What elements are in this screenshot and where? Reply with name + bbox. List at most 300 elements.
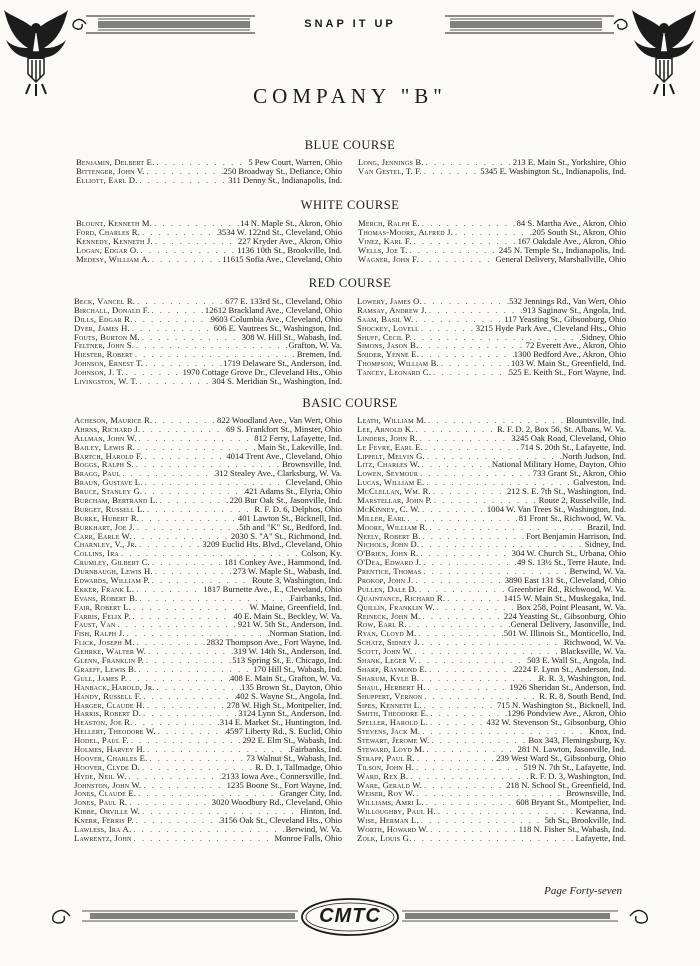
member-address: 513 Spring St., E. Chicago, Ind. — [232, 655, 342, 666]
member-address: 4014 Trent Ave., Cleveland, Ohio — [226, 450, 342, 461]
member-name: McKinney, C. W. — [357, 503, 421, 514]
member-name: Beck, Vancel R. — [74, 296, 136, 306]
leader-dots — [158, 496, 230, 505]
member-address: 3124 Lynn St., Anderson, Ind. — [238, 708, 342, 719]
member-address: 281 N. Lawton, Jasonville, Ind. — [517, 743, 626, 754]
member-name: Zolk, Louis G. — [357, 832, 412, 843]
leader-dots — [139, 514, 238, 523]
member-address: 822 Woodland Ave., Van Wert, Ohio — [217, 415, 342, 425]
member-address: 73 Walnut St., Wabash, Ind. — [246, 752, 342, 763]
roster-entry — [357, 834, 626, 843]
leader-dots — [421, 532, 526, 541]
member-name: Van Gestel, T. F. — [358, 165, 422, 176]
member-address: 421 Adams St., Elyria, Ohio — [244, 486, 342, 497]
member-name: Evans, Robert B. — [74, 592, 138, 603]
member-name: Merch, Ralph E. — [358, 218, 420, 228]
member-address: 913 Saginaw St., Angola, Ind. — [522, 304, 626, 315]
member-address: R. F. D. 2, Box 56, St. Albans, W. Va. — [496, 423, 626, 434]
member-address: 250 Broadway St., Defiance, Ohio — [223, 165, 342, 176]
member-name: Hodel, Paul F. — [74, 735, 129, 746]
leader-dots — [415, 754, 496, 763]
member-name: Handy, Russell F. — [74, 690, 142, 701]
member-address: Box 258, Point Pleasant, W. Va. — [516, 601, 626, 612]
member-name: Wagner, John F. — [358, 253, 419, 264]
leader-dots — [155, 683, 242, 692]
member-name: Ford, Charles R. — [76, 226, 141, 237]
member-name: Snider, Yenne E. — [357, 349, 420, 360]
section-title-basic: BASIC COURSE — [302, 396, 398, 410]
leader-dots — [427, 665, 514, 674]
member-address: 3245 Oak Road, Cleveland, Ohio — [511, 432, 626, 443]
member-name: Sharum, Kyle B. — [357, 672, 420, 683]
member-address: R. R. 3, Washington, Ind. — [538, 672, 626, 683]
member-address: Sidney, Ind. — [584, 539, 626, 550]
member-address: 69 S. Frankfort St., Minster, Ohio — [226, 423, 342, 434]
member-address: 1415 W. Main St., Muskegaka, Ind. — [503, 592, 626, 603]
member-name: Medesy, William A. — [76, 253, 150, 264]
member-address: 245 N. Temple St., Indianapolis, Ind. — [498, 244, 626, 255]
member-address: 81 Front St., Richwood, W. Va. — [518, 512, 626, 523]
member-name: Wise, Herman L. — [357, 815, 419, 826]
leader-dots — [420, 638, 564, 647]
member-name: Shaul, Herbert H. — [357, 681, 426, 692]
member-name: Ekker, Frank L. — [74, 583, 135, 594]
member-name: Bittenger, John V. — [76, 165, 145, 176]
member-address: Kewanna, Ind. — [575, 806, 626, 817]
leader-dots — [131, 825, 285, 834]
member-name: Johnston, John W. — [74, 779, 142, 790]
member-address: 1926 Sheridan St., Anderson, Ind. — [509, 681, 626, 692]
member-name: Burke, Hubert R. — [74, 512, 140, 523]
member-address: Fort Benjamin Harrison, Ind. — [525, 530, 626, 541]
member-name: Moore, William R. — [357, 521, 428, 532]
leader-dots — [417, 656, 528, 665]
member-address: Route 3, Washington, Ind. — [252, 575, 342, 586]
member-name: Holmes, Harvey H. — [74, 743, 146, 754]
member-address: 311 Denny St., Indianapolis, Ind. — [228, 174, 342, 185]
member-name: Johnson, Ernest T. — [74, 358, 144, 369]
member-name: Bragg, Paul — [74, 468, 121, 479]
member-address: Greenbrier Rd., Richwood, W. Va. — [508, 583, 626, 594]
member-address: 3215 Hyde Park Ave., Cleveland Hts., Ohio — [475, 322, 626, 333]
leader-dots — [134, 585, 203, 594]
roster-blue-right — [358, 158, 626, 176]
leader-dots — [421, 558, 517, 567]
leader-dots — [418, 469, 533, 478]
leader-dots — [420, 460, 492, 469]
leader-dots — [141, 692, 236, 701]
member-name: Stevens, Jack M. — [357, 726, 421, 737]
member-name: Lowery, James O. — [357, 296, 422, 306]
leader-dots — [422, 781, 506, 790]
leader-dots — [135, 523, 239, 532]
roster-red-right — [357, 297, 626, 377]
leader-dots — [150, 558, 224, 567]
member-address: 3156 Oak St., Cleveland Hts., Ohio — [220, 815, 342, 826]
member-address: 181 Conkey Ave., Hammond, Ind. — [224, 557, 342, 568]
leader-dots — [137, 540, 202, 549]
member-name: Quillin, Franklin W. — [357, 601, 435, 612]
member-name: Fair, Robert L. — [74, 601, 131, 612]
leader-dots — [422, 297, 509, 306]
member-address: 135 Brown St., Dayton, Ohio — [241, 681, 342, 692]
leader-dots — [138, 377, 212, 386]
member-address: 292 E. Elm St., Wabash, Ind. — [242, 735, 342, 746]
roster-basic-left — [74, 416, 342, 843]
member-name: Ahrns, Richard J. — [74, 423, 141, 434]
leader-dots — [140, 425, 226, 434]
member-address: R. D. 1, Tallmadge, Ohio — [255, 761, 342, 772]
member-name: Fouts, Burton M. — [74, 331, 140, 342]
member-address: 9603 Columbia Ave., Cleveland, Ohio — [210, 313, 342, 324]
member-address: 12612 Brackland Ave., Cleveland, Ohio — [204, 304, 342, 315]
member-address: 40 E. Main St., Beckley, W. Va. — [233, 610, 342, 621]
leader-dots — [145, 701, 227, 710]
member-address: Berwind, W. Va. — [569, 566, 626, 577]
member-name: Williams, Amri L. — [357, 797, 424, 808]
leader-dots — [422, 701, 497, 710]
member-address: 921 W. 5th St., Anderson, Ind. — [237, 619, 342, 630]
cmtc-logo: CMTC — [319, 905, 381, 927]
member-name: Fish, Ralph J. — [74, 628, 125, 639]
member-name: Shuppert, Vernon — [357, 690, 423, 701]
member-name: Simons, Jason B. — [357, 340, 419, 351]
member-address: 606 E. Vautrees St., Washington, Ind. — [213, 322, 342, 333]
member-name: Hoover, Charles E. — [74, 752, 148, 763]
member-name: Shuff, Cecil P. — [357, 331, 412, 342]
leader-dots — [144, 656, 232, 665]
member-address: 3020 Woodbury Rd., Cleveland, Ohio — [211, 797, 342, 808]
member-name: Acheson, Maurice R. — [74, 415, 153, 425]
member-address: 519 N. 7th St., Lafayette, Ind. — [523, 761, 626, 772]
member-address: 1235 Boone St., Fort Wayne, Ind. — [226, 779, 342, 790]
roster-white-right — [358, 219, 626, 263]
leader-dots — [132, 315, 210, 324]
member-address: 118 N. Fisher St., Wabash, Ind. — [518, 823, 626, 834]
member-name: Harris, Robert D. — [74, 708, 142, 719]
leader-dots — [428, 718, 486, 727]
member-address: 218 N. School St., Greenfield, Ind. — [506, 779, 626, 790]
member-address: 227 Kryder Ave., Akron, Ohio — [237, 235, 342, 246]
member-address: Monroe Falls, Ohio — [274, 832, 342, 843]
member-address: 501 W. Illinois St., Monticello, Ind. — [503, 628, 626, 639]
member-address: Bremen, Ind. — [296, 349, 342, 360]
member-name: Le Fevre, Earl E. — [357, 441, 423, 452]
member-address: R. F. D. 6, Delphos, Ohio — [254, 503, 342, 514]
member-name: Willoughby, Paul H. — [357, 806, 436, 817]
member-address: Grafton, W. Va. — [288, 340, 342, 351]
member-address: 1004 W. Van Trees St., Washington, Ind. — [486, 503, 626, 514]
leader-dots — [153, 567, 233, 576]
roster-entry — [74, 377, 342, 386]
member-name: Faust, Van — [74, 619, 116, 630]
member-address: Richwood, W. Va. — [563, 637, 626, 648]
member-name: Neely, Robert B. — [357, 530, 421, 541]
leader-dots — [143, 452, 227, 461]
member-name: Harger, Claude H. — [74, 699, 145, 710]
member-name: Feltner, John S. — [74, 340, 135, 351]
member-name: Prentice, Thomas — [357, 566, 422, 577]
member-address: General Delivery, Jasonville, Ind. — [510, 619, 626, 630]
member-address: 239 West Ward St., Gibsonburg, Ohio — [496, 752, 626, 763]
member-address: R. R. 8, South Bend, Ind. — [539, 690, 626, 701]
member-name: Lawless, Ira A. — [74, 823, 132, 834]
leader-dots — [152, 416, 217, 425]
member-address: 432 W. Stevenson St., Gibsonburg, Ohio — [486, 717, 626, 728]
member-name: Graeff, Lewis B. — [74, 663, 137, 674]
leader-dots — [439, 359, 511, 368]
member-name: Litz, Charles W. — [357, 459, 420, 470]
member-name: Strapp, Paul R. — [357, 752, 415, 763]
leader-dots — [418, 341, 525, 350]
member-address: 2133 Iowa Ave., Connersville, Ind. — [221, 770, 342, 781]
member-address: 2030 S. "A" St., Richmond, Ind. — [230, 530, 342, 541]
member-name: Hoover, Clyde D. — [74, 761, 140, 772]
member-address: 408 E. Main St., Grafton, W. Va. — [229, 672, 342, 683]
member-address: 3890 East 131 St., Cleveland, Ohio — [504, 575, 626, 586]
member-name: Speller, Harold L. — [357, 717, 429, 728]
member-name: Reineck, John M. — [357, 610, 421, 621]
leader-dots — [141, 781, 226, 790]
member-name: Hanback, Harold, Jr. — [74, 681, 155, 692]
member-address: 608 Bryant St., Montpelier, Ind. — [516, 797, 626, 808]
member-name: Crumley, Gilbert C. — [74, 557, 151, 568]
leader-dots — [132, 834, 275, 843]
roster-entry — [76, 255, 342, 264]
member-address: 5345 E. Washington St., Indianapolis, Ind. — [480, 165, 626, 176]
member-name: Elliott, Earl D. — [76, 174, 138, 185]
leader-dots — [413, 576, 504, 585]
leader-dots — [414, 763, 523, 772]
member-name: Flick, Joseph M. — [74, 637, 135, 648]
member-name: O'Brien, John R. — [357, 548, 419, 559]
leader-dots — [130, 324, 214, 333]
member-name: Livingston, W. T. — [74, 376, 138, 387]
leader-dots — [140, 333, 242, 342]
member-address: 401 Lawton St., Bicknell, Ind. — [237, 512, 342, 523]
member-address: 304 S. Meridian St., Washington, Ind. — [212, 376, 342, 387]
member-name: Durnbaugh, Lewis H. — [74, 566, 153, 577]
member-name: Charnley, V., Jr. — [74, 539, 137, 550]
leader-dots — [418, 434, 512, 443]
roster-white-left — [76, 219, 342, 263]
member-address: Brazil, Ind. — [587, 521, 626, 532]
member-address: 5 Pew Court, Warren, Ohio — [248, 157, 342, 167]
member-address: 103 W. Main St., Greenfield, Ind. — [510, 358, 626, 369]
member-name: Pullen, Dale D. — [357, 583, 418, 594]
member-name: Stewart, Jerome W. — [357, 735, 430, 746]
leader-dots — [422, 167, 480, 176]
member-address: 402 S. Wayne St., Angola, Ind. — [235, 690, 342, 701]
leader-dots — [424, 798, 516, 807]
member-name: Bartch, Harold F. — [74, 450, 143, 461]
leader-dots — [146, 647, 234, 656]
member-address: 812 Ferry, Lafayette, Ind. — [254, 432, 342, 443]
member-address: Colson, Ky. — [301, 548, 342, 559]
member-address: North Judson, Ind. — [562, 450, 626, 461]
member-address: 4597 Liberty Rd., S. Euclid, Ohio — [225, 726, 342, 737]
member-address: 3534 W. 122nd St., Cleveland, Ohio — [217, 226, 342, 237]
member-name: Linders, John R. — [357, 432, 418, 443]
member-address: 2224 F. Lynn St., Anderson, Ind. — [514, 663, 626, 674]
member-name: Gehrke, Walter W. — [74, 646, 147, 657]
leader-dots — [419, 255, 496, 264]
member-name: Leath, William M. — [357, 415, 427, 425]
leader-dots — [137, 434, 255, 443]
member-address: Sidney, Ohio — [581, 331, 626, 342]
member-name: Miller, Earl — [357, 512, 406, 523]
member-name: Birchall, Donald F. — [74, 304, 150, 315]
roster-entry — [74, 834, 342, 843]
member-name: Carr, Earle W. — [74, 530, 132, 541]
member-name: Sipes, Kenneth L. — [357, 699, 422, 710]
member-address: 319 W. 14th St., Anderson, Ind. — [233, 646, 342, 657]
page-number-label: Page Forty-seven — [544, 885, 622, 897]
leader-dots — [153, 237, 238, 246]
member-name: Allman, John W. — [74, 432, 137, 443]
member-name: Vinez, Karl F. — [358, 235, 412, 246]
member-name: Glenn, Franklin P. — [74, 655, 144, 666]
leader-dots — [131, 612, 234, 621]
roster-blue-left — [76, 158, 342, 185]
member-name: Edwards, William P. — [74, 575, 150, 586]
member-address: Knox, Ind. — [589, 726, 626, 737]
member-name: Marstellar, John P. — [357, 495, 432, 506]
member-address: W. Maine, Greenfield, Ind. — [249, 601, 342, 612]
leader-dots — [134, 341, 288, 350]
member-name: Lee, Arnold K. — [357, 423, 414, 434]
member-name: Hellert, Theodore W. — [74, 726, 156, 737]
member-name: Thomas-Moore, Alfred J. — [358, 226, 454, 237]
leader-dots — [147, 754, 246, 763]
member-address: Galveston, Ind. — [573, 477, 626, 488]
member-address: 733 Grant St., Akron, Ohio — [532, 468, 626, 479]
leader-dots — [419, 324, 476, 333]
member-name: Bailey, Lewis R. — [74, 441, 136, 452]
member-address: Brownsville, Ind. — [282, 459, 342, 470]
member-address: Fairbanks, Ind. — [290, 743, 342, 754]
leader-dots — [445, 594, 504, 603]
member-name: Prokop, John J. — [357, 575, 414, 586]
member-name: Bruce, Stanley G. — [74, 486, 143, 497]
leader-dots — [156, 727, 226, 736]
member-name: Burcham, Bertrand L. — [74, 495, 158, 506]
member-address: 167 Oakdale Ave., Akron, Ohio — [517, 235, 626, 246]
section-title-white: WHITE COURSE — [300, 198, 400, 212]
member-address: 2832 Thompson Ave., Fort Wayne, Ind. — [206, 637, 342, 648]
member-name: Kennedy, Kenneth J. — [76, 235, 153, 246]
leader-dots — [418, 549, 511, 558]
member-address: Fairbanks, Ind. — [290, 592, 342, 603]
leader-dots — [407, 246, 498, 255]
member-address: 714 S. 20th St., Lafayette, Ind. — [520, 441, 626, 452]
leader-dots — [134, 816, 220, 825]
member-name: Ware, Gerald W. — [357, 779, 423, 790]
member-name: Scott, John W. — [357, 646, 413, 657]
leader-dots — [411, 834, 575, 843]
member-address: Box 343, Flemingsburg, Ky. — [528, 735, 626, 746]
member-name: Lowen, Seymour — [357, 468, 419, 479]
leader-dots — [414, 425, 497, 434]
member-address: 314 E. Market St., Huntington, Ind. — [219, 717, 342, 728]
member-address: 1296 Pondview Ave., Akron, Ohio — [507, 708, 626, 719]
member-address: Hinton, Ind. — [300, 806, 342, 817]
member-address: Blacksville, W. Va. — [560, 646, 626, 657]
member-address: Granger City, Ind. — [279, 788, 342, 799]
member-name: Heaston, Joe R. — [74, 717, 133, 728]
member-name: Smith, Theodore E. — [357, 708, 429, 719]
member-address: Brownsville, Ind. — [566, 788, 626, 799]
leader-dots — [426, 683, 510, 692]
member-address: 11615 Sofia Ave., Cleveland, Ohio — [222, 253, 342, 264]
member-address: 1300 Bedford Ave., Akron, Ohio — [513, 349, 626, 360]
member-address: 205 South St., Akron, Ohio — [532, 226, 626, 237]
member-name: Boggs, Ralph S. — [74, 459, 134, 470]
member-name: Ryan, Cloyd M. — [357, 628, 417, 639]
member-address: 1136 10th St., Brookville, Ind. — [237, 244, 342, 255]
member-name: Blount, Kenneth M. — [76, 218, 153, 228]
member-address: 84 S. Martha Ave., Akron, Ohio — [516, 218, 626, 228]
member-address: 532 Jennings Rd., Van Wert, Ohio — [509, 296, 626, 306]
member-name: Hiester, Robert — [74, 349, 133, 360]
member-name: Thompson, William B. — [357, 358, 439, 369]
roster-entry — [358, 255, 626, 264]
member-name: Dills, Edgar R. — [74, 313, 133, 324]
member-name: Logan, Edgar O. — [76, 244, 139, 255]
member-address: 212 S. E. 7th St., Washington, Ind. — [507, 486, 626, 497]
member-address: 1719 Delaware St., Anderson, Ind. — [223, 358, 342, 369]
leader-dots — [150, 255, 223, 264]
leader-dots — [417, 629, 504, 638]
member-name: Ward, Rex B. — [357, 770, 409, 781]
leader-dots — [138, 176, 229, 185]
member-address: 278 W. High St., Montpelier, Ind. — [226, 699, 342, 710]
member-name: Johnson, J. T. — [74, 367, 124, 378]
member-name: Collins, Ira — [74, 548, 119, 559]
member-address: Cleveland, Ohio — [285, 477, 342, 488]
member-name: Tancey, Leonard C. — [357, 367, 432, 378]
member-address: 49 S. 13½ St., Terre Haute, Ind. — [516, 557, 626, 568]
member-name: Worth, Howard W. — [357, 823, 429, 834]
member-name: O'Dea, Edward J. — [357, 557, 422, 568]
member-address: R. F. D. 3, Washington, Ind. — [529, 770, 626, 781]
leader-dots — [131, 603, 249, 612]
member-name: Shank, Leger V. — [357, 655, 417, 666]
member-address: 3209 Euclid Hts. Blvd., Cleveland, Ohio — [202, 539, 342, 550]
leader-dots — [423, 443, 521, 452]
member-address: Berwind, W. Va. — [285, 823, 342, 834]
company-title: COMPANY "B" — [253, 84, 447, 108]
member-name: Nichols, John D. — [357, 539, 420, 550]
member-address: 5th and "K" St., Bedford, Ind. — [239, 521, 342, 532]
member-name: Row, Earl R. — [357, 619, 407, 630]
roster-entry — [358, 167, 626, 176]
leader-dots — [421, 612, 504, 621]
member-name: Lucas, William E. — [357, 477, 425, 488]
member-name: Lawrentz, John — [74, 832, 132, 843]
member-address: Blountsville, Ind. — [566, 415, 626, 425]
member-address: 273 W. Maple St., Wabash, Ind. — [233, 566, 342, 577]
roster-entry — [357, 368, 626, 377]
member-name: Hyde, Neil W. — [74, 770, 127, 781]
member-name: Ramsay, Andrew J. — [357, 304, 427, 315]
member-address: 503 E. Wall St., Angola, Ind. — [527, 655, 626, 666]
member-name: McClellan, Wm. R. — [357, 486, 431, 497]
member-address: 72 Everett Ave., Akron, Ohio — [525, 340, 626, 351]
member-name: Knerr, Ferris P. — [74, 815, 134, 826]
member-address: Route 2, Russelville, Ind. — [538, 495, 626, 506]
member-name: Weiser, Roy W. — [357, 788, 415, 799]
